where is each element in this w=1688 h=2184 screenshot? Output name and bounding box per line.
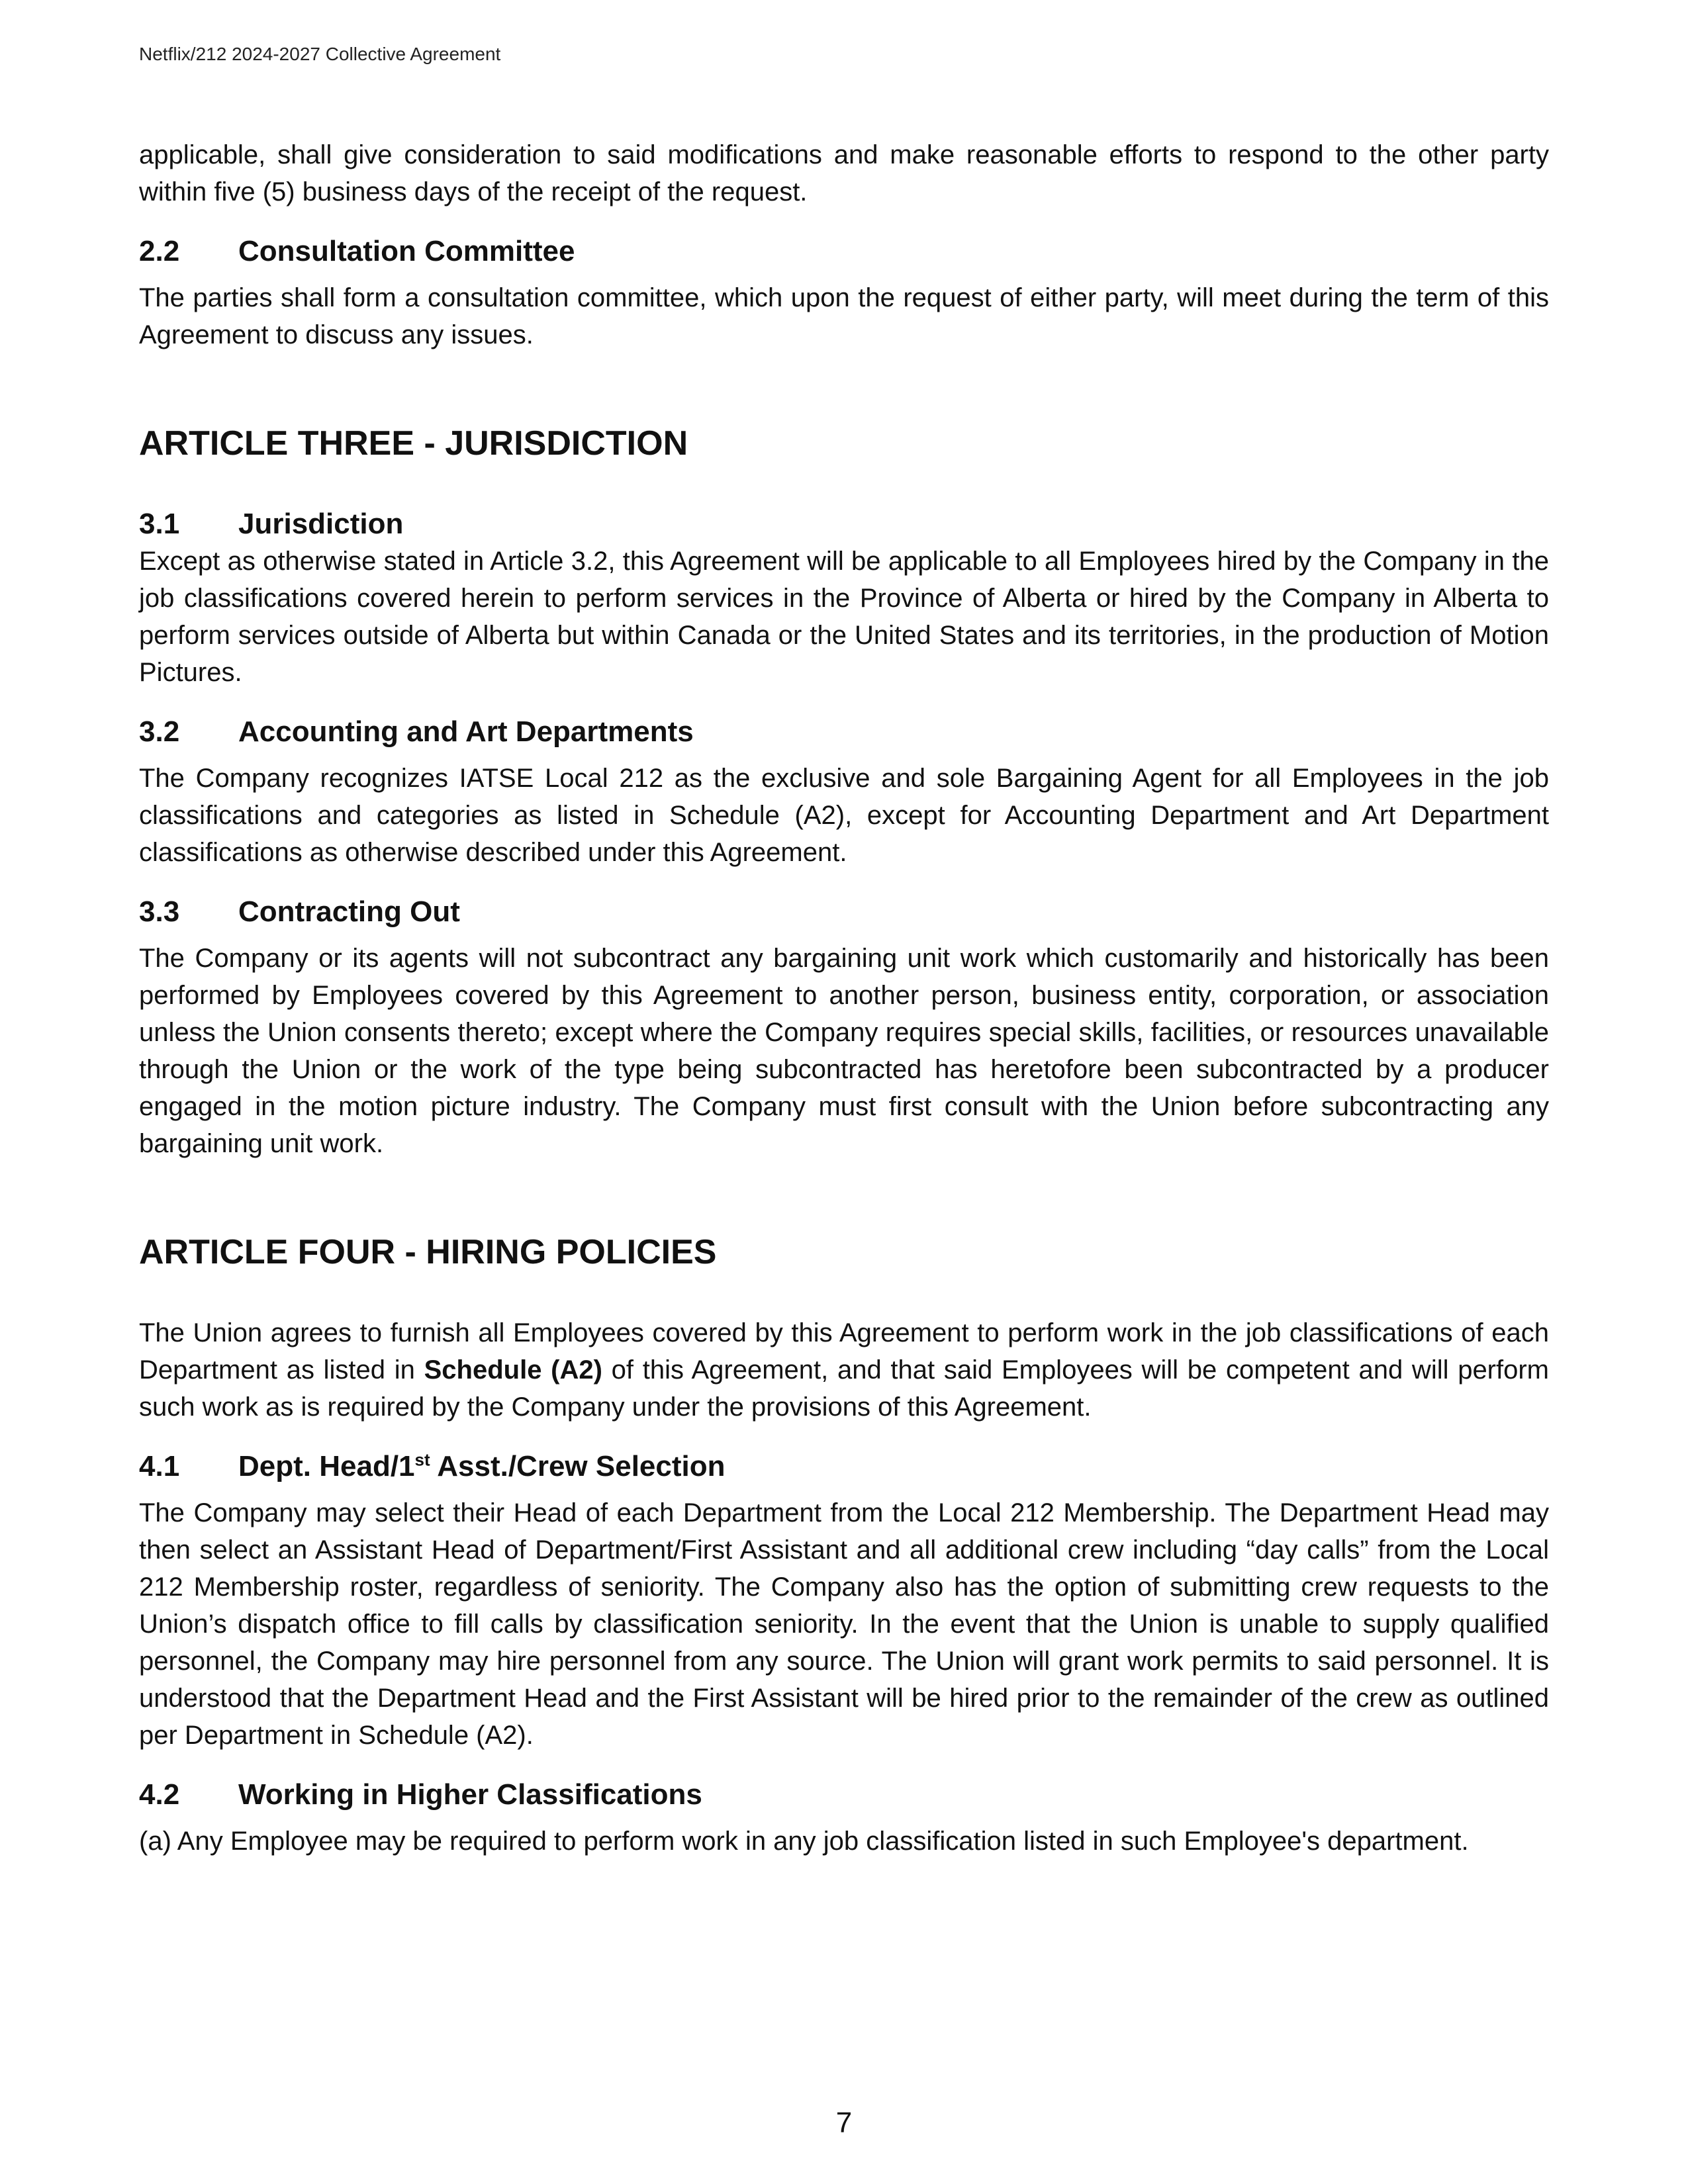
section-heading-3-2 — [139, 713, 1549, 751]
section-number: 4.2 — [139, 1778, 180, 1811]
schedule-a2-reference: Schedule (A2) — [424, 1355, 602, 1385]
article-four-intro — [139, 1314, 1549, 1426]
section-title — [238, 1448, 725, 1485]
title-part2: Asst./Crew Selection — [430, 1450, 726, 1482]
section-title: Consultation Committee — [238, 235, 575, 267]
section-number: 4.1 — [139, 1450, 180, 1482]
section-number: 3.3 — [139, 895, 180, 928]
section-2-2-body: The parties shall form a consultation committee, which upon the request of either party, will meet during the term of this Agreement to discuss any issues. — [139, 283, 1549, 349]
section-heading-3-1 — [139, 506, 1549, 543]
section-title: Jurisdiction — [238, 508, 404, 540]
section-heading-4-2 — [139, 1776, 1549, 1813]
intro-text-part1: The Union agrees to furnish all Employees covered by this Agreement to perform work in the job classifications of each Department as listed in — [139, 1318, 1549, 1385]
title-part1: Dept. Head/1 — [238, 1450, 415, 1482]
section-heading-2-2 — [139, 233, 1549, 270]
section-3-1-body: Except as otherwise stated in Article 3.2, this Agreement will be applicable to all Employees hired by the Company in the job classifications covered herein to perform services in the Province of Alberta or hired by the Company in Alberta to perform services outside of Alberta but within Canada or the United States and its territories, in the production of Motion Pictures. — [139, 547, 1549, 687]
section-3-3-body: The Company or its agents will not subcontract any bargaining unit work which customarily and historically has been performed by Employees covered by this Agreement to another person, business entity, corporation, or association unless the Union consents thereto; except where the Company requires special skills, facilities, or resources unavailable through the Union or the work of the type being subcontracted has heretofore been subcontracted by a producer engaged in the motion picture industry. The Company must first consult with the Union before subcontracting any bargaining unit work. — [139, 944, 1549, 1158]
intro-text-part2: of this Agreement, and that said Employees will be competent and will perform such work as is required by the Company under the provisions of this Agreement. — [139, 1355, 1550, 1422]
section-title: Contracting Out — [238, 895, 460, 928]
page-number: 7 — [835, 2107, 853, 2139]
section-number: 3.1 — [139, 508, 180, 540]
section-number: 2.2 — [139, 235, 180, 267]
article-four-heading: ARTICLE FOUR - HIRING POLICIES — [139, 1233, 717, 1271]
section-heading-4-1 — [139, 1448, 1549, 1485]
section-3-2-body: The Company recognizes IATSE Local 212 as the exclusive and sole Bargaining Agent for all Employees in the job classifications and categories as listed in Schedule (A2), except for Accounting Department and Art Department classifications as otherwise described under this Agreement. — [139, 764, 1549, 867]
section-title: Accounting and Art Departments — [238, 715, 694, 748]
section-4-1-body: The Company may select their Head of each Department from the Local 212 Membership. The Department Head may then select an Assistant Head of Department/First Assistant and all additional crew including “day calls” from the Local 212 Membership roster, regardless of seniority. The Company also has the option of submitting crew requests to the Union’s dispatch office to fill calls by classification seniority. In the event that the Union is unable to supply qualified personnel, the Company may hire personnel from any source. The Union will grant work permits to said personnel. It is understood that the Department Head and the First Assistant will be hired prior to the remainder of the crew as outlined per Department in Schedule (A2). — [139, 1498, 1549, 1750]
section-heading-3-3 — [139, 893, 1549, 931]
title-superscript: st — [414, 1449, 430, 1470]
section-title: Working in Higher Classifications — [238, 1778, 702, 1811]
continuation-paragraph: applicable, shall give consideration to said modifications and make reasonable efforts to respond to the other party within five (5) business days of the receipt of the request. — [139, 140, 1549, 206]
running-header: Netflix/212 2024-2027 Collective Agreement — [139, 44, 501, 64]
article-three-heading: ARTICLE THREE - JURISDICTION — [139, 424, 688, 463]
section-number: 3.2 — [139, 715, 180, 748]
page-content — [139, 136, 1549, 1860]
section-4-2-body: (a) Any Employee may be required to perform work in any job classification listed in such Employee's department. — [139, 1827, 1469, 1856]
